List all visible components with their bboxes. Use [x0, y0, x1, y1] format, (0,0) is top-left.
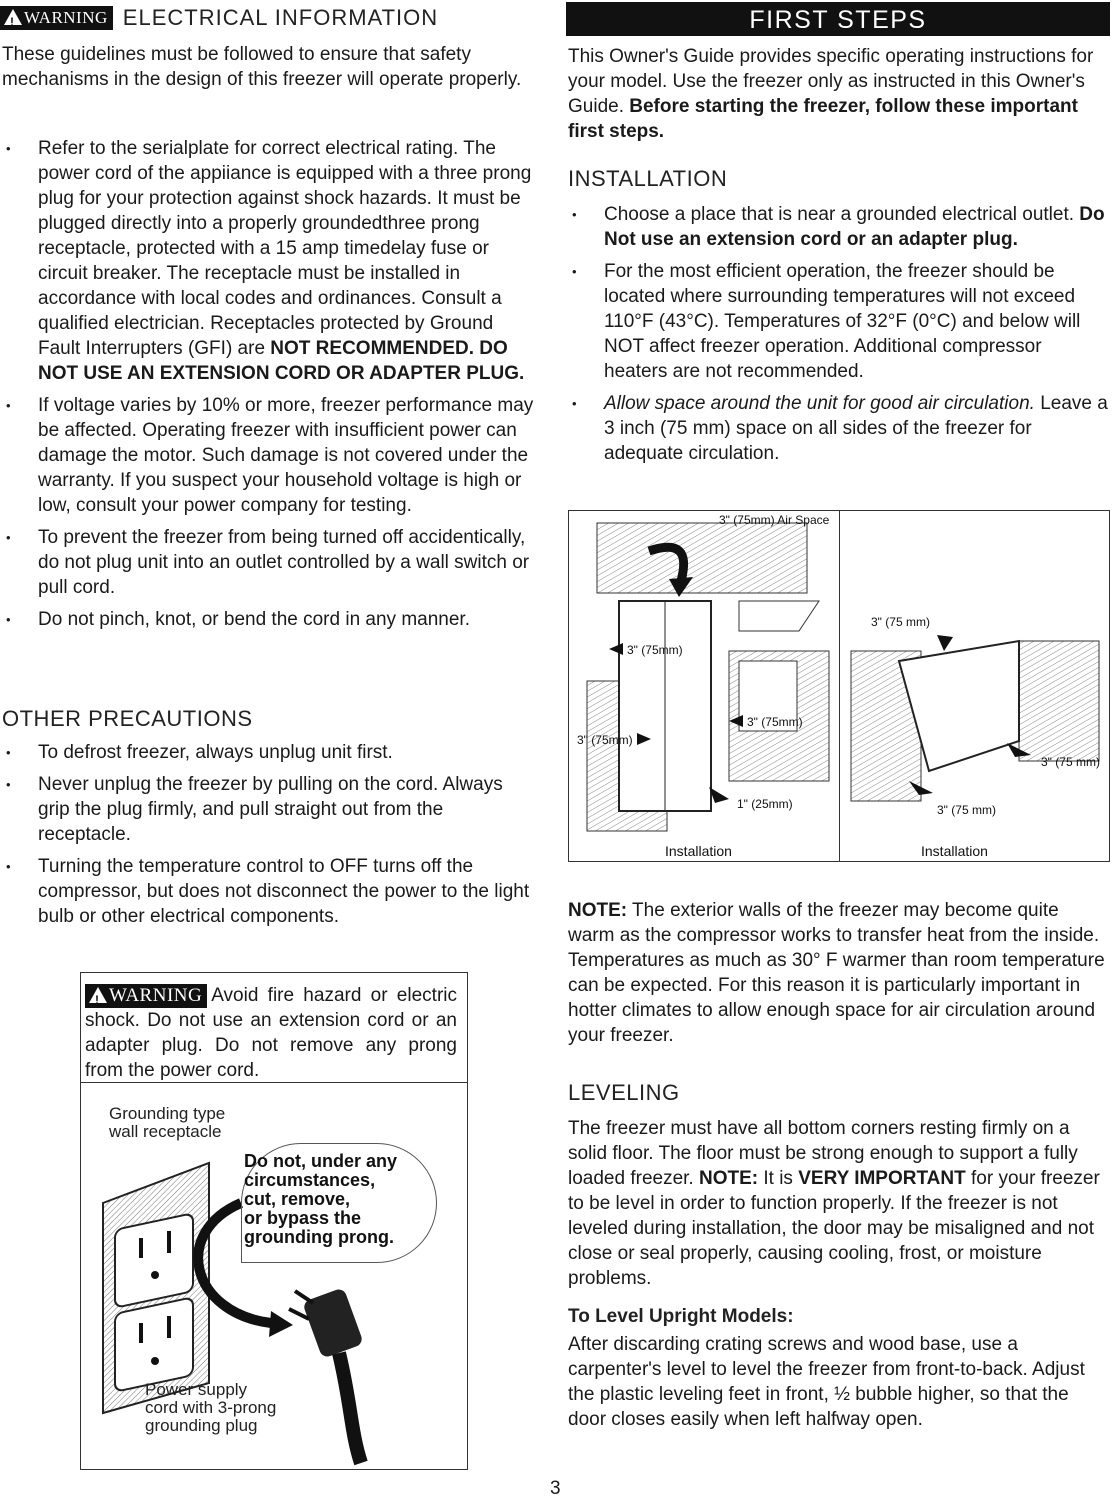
text-run: for your freezer to be level in order to function properly. If the freezer is not leveled during installation, the door may be misaligned and not close or seal properly, causing cooling, frost, or moisture problems. [568, 1168, 1100, 1289]
warning-triangle-icon: ! [89, 987, 107, 1003]
upright-models-heading: To Level Upright Models: [568, 1306, 794, 1327]
upright-models-paragraph: After discarding crating screws and wood base, use a carpenter's level to level the freezer from front-to-back. Adjust the plastic leveling feet in front, ½ bubble higher, so that the door closes easily when left halfway open. [568, 1334, 1085, 1430]
installation-figure [568, 510, 1110, 862]
text-run: It is [758, 1168, 799, 1189]
callout-line: or bypass the [244, 1208, 362, 1228]
list-item: • Do not pinch, knot, or bend the cord in any manner. [2, 607, 538, 632]
electrical-heading [0, 4, 438, 32]
list-item: • Never unplug the freezer by pulling on the cord. Always grip the plug firmly, and pull straight out from the receptacle. [2, 772, 538, 847]
callout-line: circumstances, [244, 1170, 376, 1190]
other-precautions-heading: OTHER PRECAUTIONS [2, 706, 253, 731]
note-label: NOTE: [698, 1168, 759, 1189]
warning-triangle-icon: ! [4, 9, 22, 25]
precautions-list [2, 740, 538, 936]
receptacle-label [109, 1105, 225, 1141]
note-text: The exterior walls of the freezer may become quite warm as the compressor works to transfer heat from the inside. Temperatures as much as 30° F warmer than room temperature can be expected. For this reason it is particularly important in hotter climates to allow enough space for air circulation around your freezer. [568, 900, 1105, 1046]
grounding-callout [241, 1143, 437, 1263]
plug-icon [289, 1287, 364, 1463]
list-item-bold: Do Not use an extension cord or an adapter plug. [604, 204, 1105, 250]
leveling-paragraph [568, 1116, 1108, 1291]
installation-list [568, 202, 1110, 473]
clearance-label: 3" (75 mm) [937, 803, 996, 817]
list-item [568, 202, 1110, 252]
label-line: Power supply [145, 1380, 248, 1399]
list-item: • To prevent the freezer from being turned off accidentically, do not plug unit into an outlet controlled by a wall switch or pull cord. [2, 525, 538, 600]
list-item-text: Refer to the serialplate for correct electrical rating. The power cord of the appiiance is equipped with a three prong plug for your protection against shock hazards. It must be plugged directly into a properly groundedthree prong receptacle, protected with a 15 amp timedelay fuse or circuit breaker. The receptacle must be installed in accordance with local codes and ordinances. Consult a qualified electrician. Receptacles protected by Ground Fault Interrupters (GFI) are [38, 138, 532, 359]
note-label: NOTE: [568, 900, 628, 921]
clearance-label: 3" (75 mm) [1041, 755, 1100, 769]
warning-badge-label: WARNING [109, 984, 203, 1006]
warning-message: Avoid fire hazard or electric shock. Do not use an extension cord or an adapter plug. Do not remove any prong from the power cord. [85, 985, 457, 1081]
warning-box-text [81, 973, 467, 1083]
clearance-label: 3" (75mm) [747, 715, 803, 729]
list-item: • To defrost freezer, always unplug unit first. [2, 740, 538, 765]
electrical-intro: These guidelines must be followed to ensure that safety mechanisms in the design of this freezer will operate properly. [2, 44, 522, 90]
clearance-label: 3" (75 mm) [871, 615, 930, 629]
label-line: cord with 3-prong [145, 1398, 277, 1417]
callout-line: Do not, under any [244, 1151, 397, 1171]
intro-bold: Before starting the freezer, follow these important first steps. [568, 96, 1078, 142]
note-paragraph [568, 898, 1108, 1048]
intro-text: This Owner's Guide provides specific operating instructions for your model. Use the freezer only as instructed in this Owner's Guide. [568, 46, 1094, 117]
list-item-text: Leave a 3 inch (75 mm) space on all sides of the freezer for adequate circulation. [604, 393, 1108, 464]
air-space-label: 3" (75mm) Air Space [719, 513, 830, 527]
list-item: • If voltage varies by 10% or more, freezer performance may be affected. Operating freezer with insufficient power can damage the motor. Such damage is not covered under the warranty. If you suspect your household voltage is high or low, consult your power company for testing. [2, 393, 538, 518]
first-steps-intro [568, 44, 1108, 144]
clearance-label: 3" (75mm) [627, 643, 683, 657]
warning-badge [85, 984, 207, 1008]
figure-divider [839, 511, 840, 861]
page-number: 3 [550, 1478, 561, 1499]
warning-badge-label: WARNING [24, 8, 108, 27]
label-line: Grounding type [109, 1104, 226, 1123]
figure-caption: Installation [665, 843, 732, 859]
installation-heading: INSTALLATION [568, 166, 728, 191]
list-item [2, 136, 538, 386]
first-steps-banner: FIRST STEPS [566, 2, 1110, 36]
power-cord-label [145, 1381, 276, 1435]
callout-line: grounding prong. [244, 1227, 394, 1247]
electrical-list [2, 136, 538, 639]
label-line: grounding plug [145, 1416, 258, 1435]
text-run: The freezer must have all bottom corners resting firmly on a solid floor. The floor must be strong enough to support a fully loaded freezer. [568, 1118, 1078, 1189]
list-item-bold: NOT RECOMMENDED. DO NOT USE AN EXTENSION CORD OR ADAPTER PLUG. [38, 338, 525, 384]
list-item: • For the most efficient operation, the freezer should be located where surrounding temperatures will not exceed 110°F (43°C). Temperatures of 32°F (0°C) and below will NOT affect freezer operation. Additional compressor heaters are not recommended. [568, 259, 1110, 384]
clearance-label: 1" (25mm) [737, 797, 793, 811]
leveling-heading: LEVELING [568, 1080, 680, 1105]
figure-caption: Installation [921, 843, 988, 859]
list-item-italic: Allow space around the unit for good air circulation. [604, 393, 1035, 414]
clearance-label: 3" (75mm) [577, 733, 633, 747]
warning-box [80, 972, 468, 1470]
list-item-text: Choose a place that is near a grounded electrical outlet. [604, 204, 1080, 225]
section-title: ELECTRICAL INFORMATION [122, 5, 439, 30]
callout-line: cut, remove, [244, 1189, 351, 1209]
label-line: wall receptacle [109, 1122, 222, 1141]
emphasis-text: VERY IMPORTANT [798, 1168, 966, 1189]
list-item: • Turning the temperature control to OFF turns off the compressor, but does not disconnect the power to the light bulb or other electrical components. [2, 854, 538, 929]
warning-badge [0, 6, 113, 30]
list-item [568, 391, 1110, 466]
